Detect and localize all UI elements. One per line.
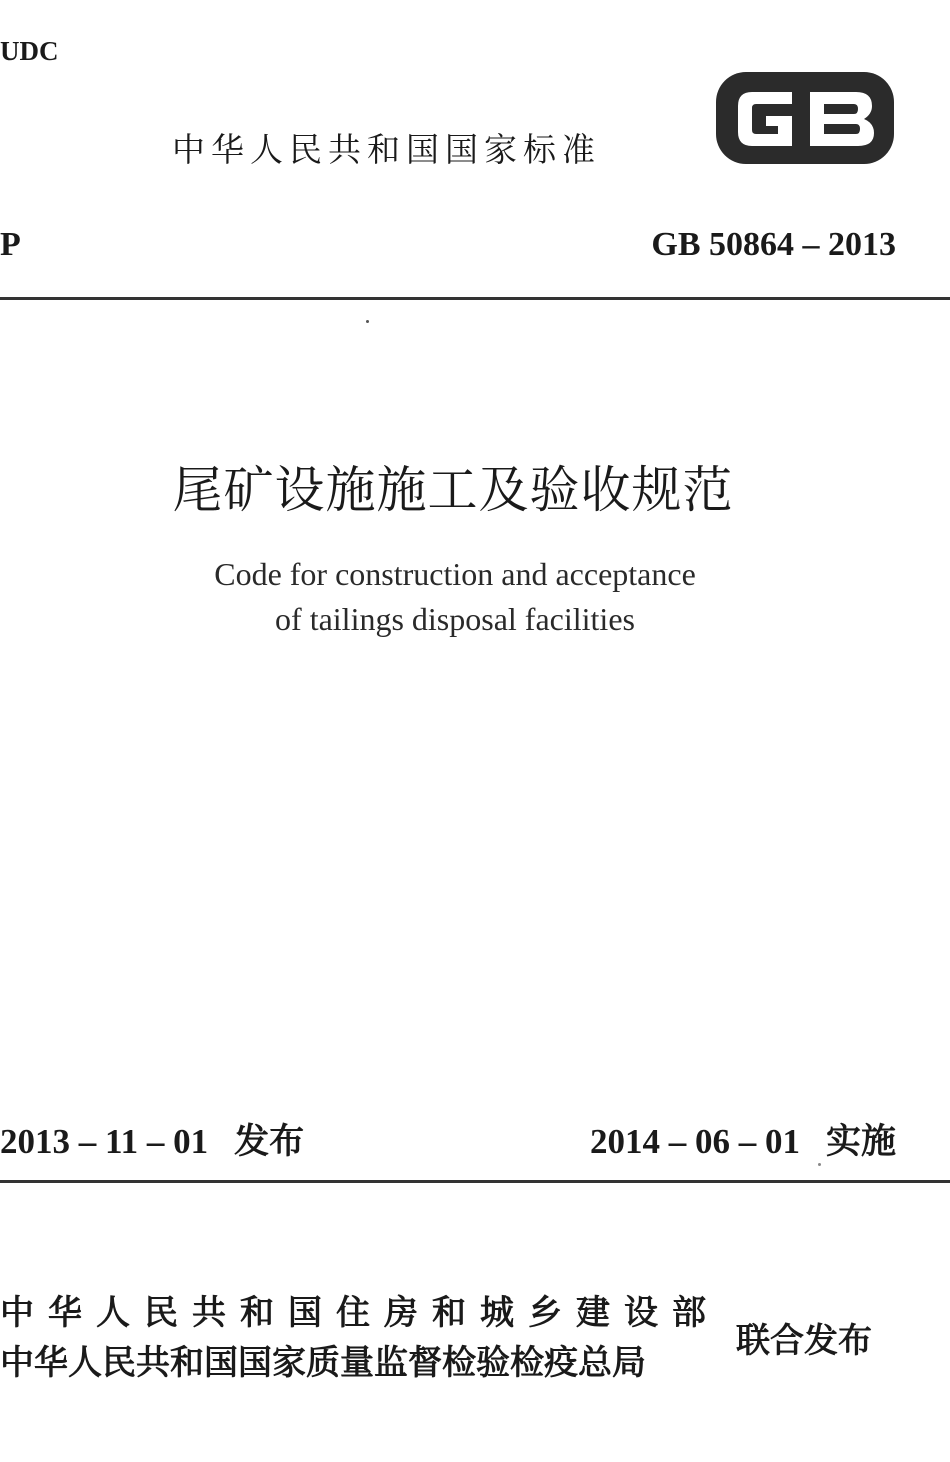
title-english — [0, 552, 910, 642]
issue-date: 2013 – 11 – 01 — [0, 1122, 209, 1161]
standard-type-heading: 中华人民共和国国家标准 — [172, 130, 601, 169]
standard-number: GB 50864 – 2013 — [651, 226, 896, 263]
top-divider — [0, 297, 950, 300]
joint-release-label: 联合发布 — [736, 1321, 872, 1361]
title-chinese: 尾矿设施施工及验收规范 — [172, 461, 734, 519]
classification-code: P — [0, 226, 21, 263]
issuer-block — [0, 1288, 720, 1388]
implement-date: 2014 – 06 – 01 — [589, 1122, 800, 1161]
issuer-quality-supervision: 中华人民共和国国家质量监督检验检疫总局 — [0, 1343, 646, 1383]
issue-label: 发布 — [234, 1122, 305, 1162]
speck-mark — [366, 320, 369, 323]
issue-date-row — [0, 1114, 304, 1164]
gb-logo-icon — [714, 70, 896, 166]
bottom-divider — [0, 1180, 950, 1183]
issuer-ministry-housing: 中华人民共和国住房和城乡建设部 — [0, 1293, 720, 1333]
udc-label: UDC — [0, 36, 59, 66]
implement-date-row — [590, 1114, 896, 1164]
title-english-line1: Code for construction and acceptance — [214, 556, 696, 592]
speck-mark — [818, 1163, 821, 1166]
implement-label: 实施 — [825, 1122, 896, 1162]
title-english-line2: of tailings disposal facilities — [275, 601, 635, 637]
